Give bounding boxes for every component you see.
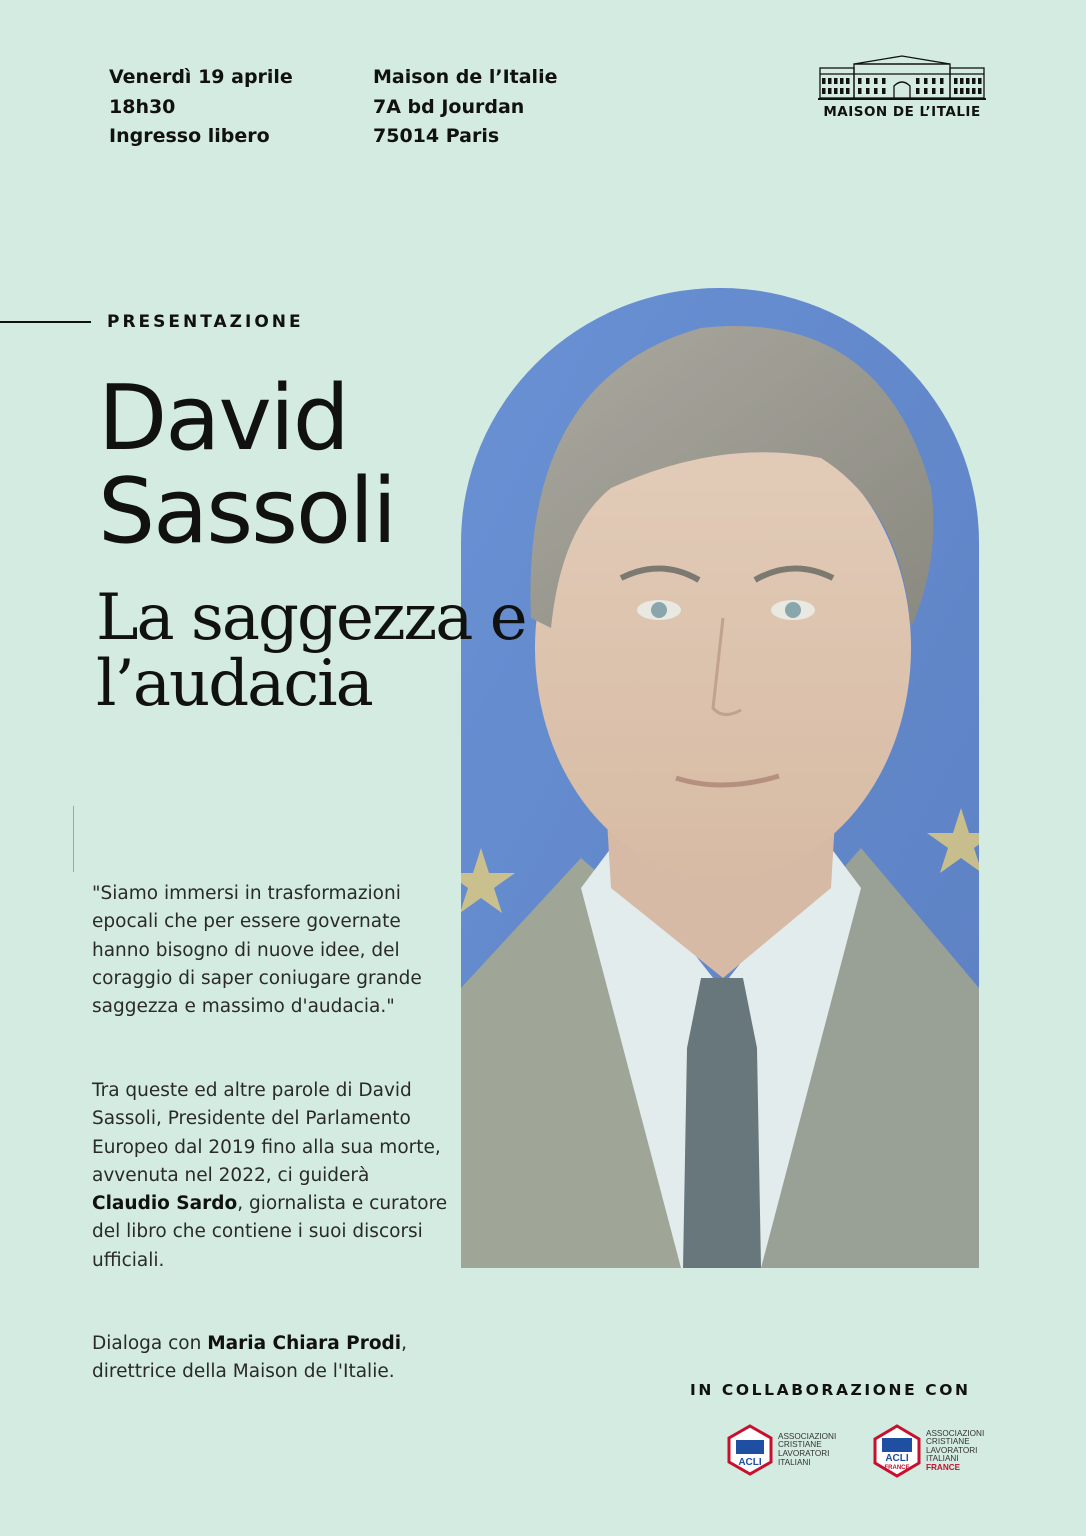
acli-line: ITALIANI (926, 1454, 959, 1464)
window-icon (960, 88, 964, 94)
acli-france-badge-sub: FRANCE (884, 1465, 910, 1471)
venue-street: 7A bd Jourdan (373, 95, 525, 118)
window-icon (940, 88, 944, 94)
window-icon (822, 88, 826, 94)
window-icon (840, 78, 844, 84)
event-entry: Ingresso libero (109, 125, 270, 147)
dialog-paragraph (92, 1330, 452, 1387)
acli-line: CRISTIANE (926, 1437, 970, 1447)
window-icon (972, 88, 976, 94)
event-time: 18h30 (109, 95, 176, 118)
window-icon (882, 88, 886, 94)
acli-country: FRANCE (926, 1462, 961, 1472)
window-icon (828, 88, 832, 94)
window-icon (822, 78, 826, 84)
logo-label: MAISON DE L’ITALIE (823, 104, 981, 120)
window-icon (954, 88, 958, 94)
window-icon (932, 78, 936, 84)
acli-france-text (926, 1430, 984, 1473)
description-paragraph (92, 1077, 452, 1275)
window-icon (916, 88, 920, 94)
acli-logo (726, 1424, 836, 1476)
building-icon (818, 54, 986, 100)
acli-line: CRISTIANE (778, 1440, 822, 1450)
acli-badge-text: ACLI (738, 1457, 762, 1468)
title-name-last: Sassoli (98, 459, 396, 564)
book-title (96, 581, 526, 721)
event-date: Venerdì 19 aprile (109, 66, 293, 88)
window-icon (866, 88, 870, 94)
title-name-first: David (98, 366, 348, 471)
window-icon (840, 88, 844, 94)
window-icon (834, 88, 838, 94)
maison-logo (818, 54, 986, 120)
acli-emblem-icon (726, 1424, 774, 1476)
window-icon (858, 78, 862, 84)
quote-text: "Siamo immersi in trasformazioni epocali che per essere governate hanno bisogno di nuove idee, del coraggio di saper coniugare grande saggezza e massimo d'audacia." (92, 883, 422, 1018)
window-icon (924, 78, 928, 84)
acli-line: ASSOCIAZIONI (778, 1431, 837, 1441)
acli-line: ITALIANI (778, 1457, 811, 1467)
acli-text (778, 1433, 836, 1467)
window-icon (874, 78, 878, 84)
acli-line: LAVORATORI (778, 1449, 830, 1458)
moderator-name: Maria Chiara Prodi (207, 1333, 402, 1354)
acli-line: LAVORATORI (926, 1445, 978, 1455)
acli-france-badge-text: ACLI (885, 1453, 909, 1464)
window-icon (972, 78, 976, 84)
window-icon (966, 88, 970, 94)
section-kicker: PRESENTAZIONE (107, 312, 304, 332)
portrait-photo (461, 288, 979, 1268)
divider (73, 806, 74, 872)
window-icon (924, 88, 928, 94)
window-icon (858, 88, 862, 94)
venue-info (373, 63, 557, 152)
venue-name: Maison de l’Italie (373, 66, 558, 88)
window-icon (978, 88, 982, 94)
book-title-line2: l’audacia (96, 647, 372, 721)
dialog-text-after: , direttrice della Maison de l'Italie. (92, 1333, 408, 1383)
dialog-text-before: Dialoga con (92, 1333, 208, 1354)
window-icon (846, 88, 850, 94)
window-icon (866, 78, 870, 84)
window-icon (916, 78, 920, 84)
window-icon (960, 78, 964, 84)
acli-france-logo (872, 1424, 984, 1478)
window-icon (966, 78, 970, 84)
window-icon (834, 78, 838, 84)
speaker-name: Claudio Sardo (92, 1193, 238, 1215)
acli-france-emblem-icon (872, 1424, 922, 1478)
window-icon (978, 78, 982, 84)
window-icon (940, 78, 944, 84)
venue-city: 75014 Paris (373, 125, 500, 147)
kicker-rule (0, 321, 91, 323)
acli-line: ASSOCIAZIONI (926, 1428, 985, 1438)
window-icon (846, 78, 850, 84)
window-icon (954, 78, 958, 84)
event-info (109, 63, 293, 152)
book-title-line1: La saggezza e (96, 581, 526, 655)
window-icon (882, 78, 886, 84)
collab-label: IN COLLABORAZIONE CON (690, 1381, 971, 1399)
para-text-after: , giornalista e curatore del libro che contiene i suoi discorsi ufficiali. (92, 1193, 448, 1271)
window-icon (874, 88, 878, 94)
para-text-before: Tra queste ed altre parole di David Sassoli, Presidente del Parlamento Europeo dal 2019 fino alla sua morte, avvenuta nel 2022, ci guiderà (92, 1080, 441, 1186)
window-icon (932, 88, 936, 94)
window-icon (828, 78, 832, 84)
